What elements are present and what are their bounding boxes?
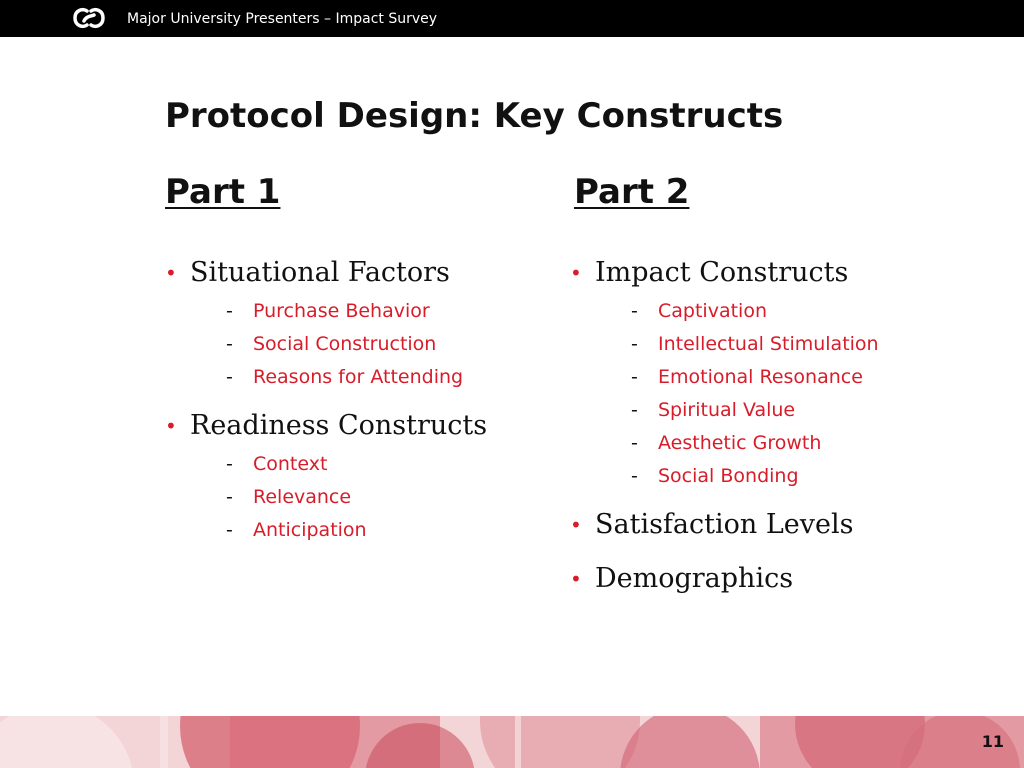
bullet-situational-factors <box>165 251 555 394</box>
bullet-readiness-constructs <box>165 404 555 547</box>
part-2-list <box>570 251 960 601</box>
bullet-dot-icon: • <box>165 261 177 285</box>
sub-item-label: Context <box>253 453 328 475</box>
sub-list <box>190 295 555 394</box>
sub-item-anticipation <box>190 514 555 547</box>
sub-item-label: Emotional Resonance <box>658 366 863 388</box>
sub-item-intellectual-stimulation <box>595 328 960 361</box>
sub-item-label: Intellectual Stimulation <box>658 333 879 355</box>
sub-item-label: Social Construction <box>253 333 437 355</box>
bullet-dot-icon: • <box>570 513 582 537</box>
bullet-label: Demographics <box>595 563 794 594</box>
bullet-label: Impact Constructs <box>595 257 849 288</box>
bullet-label: Readiness Constructs <box>190 410 488 441</box>
sub-item-social-bonding <box>595 460 960 493</box>
bullet-demographics <box>570 557 960 601</box>
dash-icon: - <box>226 453 233 475</box>
part-1-heading: Part 1 <box>165 172 281 212</box>
part-1-list <box>165 251 555 547</box>
dash-icon: - <box>631 432 638 454</box>
page-number: 11 <box>981 732 1004 751</box>
bullet-impact-constructs <box>570 251 960 493</box>
sub-item-label: Anticipation <box>253 519 367 541</box>
sub-item-social-construction <box>190 328 555 361</box>
dash-icon: - <box>631 300 638 322</box>
sub-item-context <box>190 448 555 481</box>
header-bar <box>0 0 1024 37</box>
dash-icon: - <box>226 519 233 541</box>
sub-item-relevance <box>190 481 555 514</box>
slide-title: Protocol Design: Key Constructs <box>165 96 784 136</box>
dash-icon: - <box>226 333 233 355</box>
footer-pattern-icon <box>0 716 1024 768</box>
bullet-satisfaction-levels <box>570 503 960 547</box>
sub-item-label: Social Bonding <box>658 465 799 487</box>
footer-band <box>0 716 1024 768</box>
sub-item-label: Relevance <box>253 486 352 508</box>
bullet-dot-icon: • <box>165 414 177 438</box>
bullet-label: Situational Factors <box>190 257 450 288</box>
sub-list <box>595 295 960 493</box>
sub-item-label: Purchase Behavior <box>253 300 430 322</box>
sub-item-emotional-resonance <box>595 361 960 394</box>
sub-item-label: Aesthetic Growth <box>658 432 822 454</box>
header-title: Major University Presenters – Impact Survey <box>127 11 438 27</box>
dash-icon: - <box>631 399 638 421</box>
bullet-label: Satisfaction Levels <box>595 509 854 540</box>
dash-icon: - <box>631 465 638 487</box>
dash-icon: - <box>226 300 233 322</box>
bullet-dot-icon: • <box>570 567 582 591</box>
sub-item-label: Captivation <box>658 300 767 322</box>
sub-item-reasons-for-attending <box>190 361 555 394</box>
dash-icon: - <box>226 366 233 388</box>
interlocking-rings-logo-icon <box>72 7 106 29</box>
sub-list <box>190 448 555 547</box>
dash-icon: - <box>226 486 233 508</box>
sub-item-label: Reasons for Attending <box>253 366 464 388</box>
sub-item-captivation <box>595 295 960 328</box>
sub-item-purchase-behavior <box>190 295 555 328</box>
part-2-heading: Part 2 <box>574 172 690 212</box>
sub-item-spiritual-value <box>595 394 960 427</box>
sub-item-label: Spiritual Value <box>658 399 796 421</box>
dash-icon: - <box>631 333 638 355</box>
sub-item-aesthetic-growth <box>595 427 960 460</box>
bullet-dot-icon: • <box>570 261 582 285</box>
dash-icon: - <box>631 366 638 388</box>
